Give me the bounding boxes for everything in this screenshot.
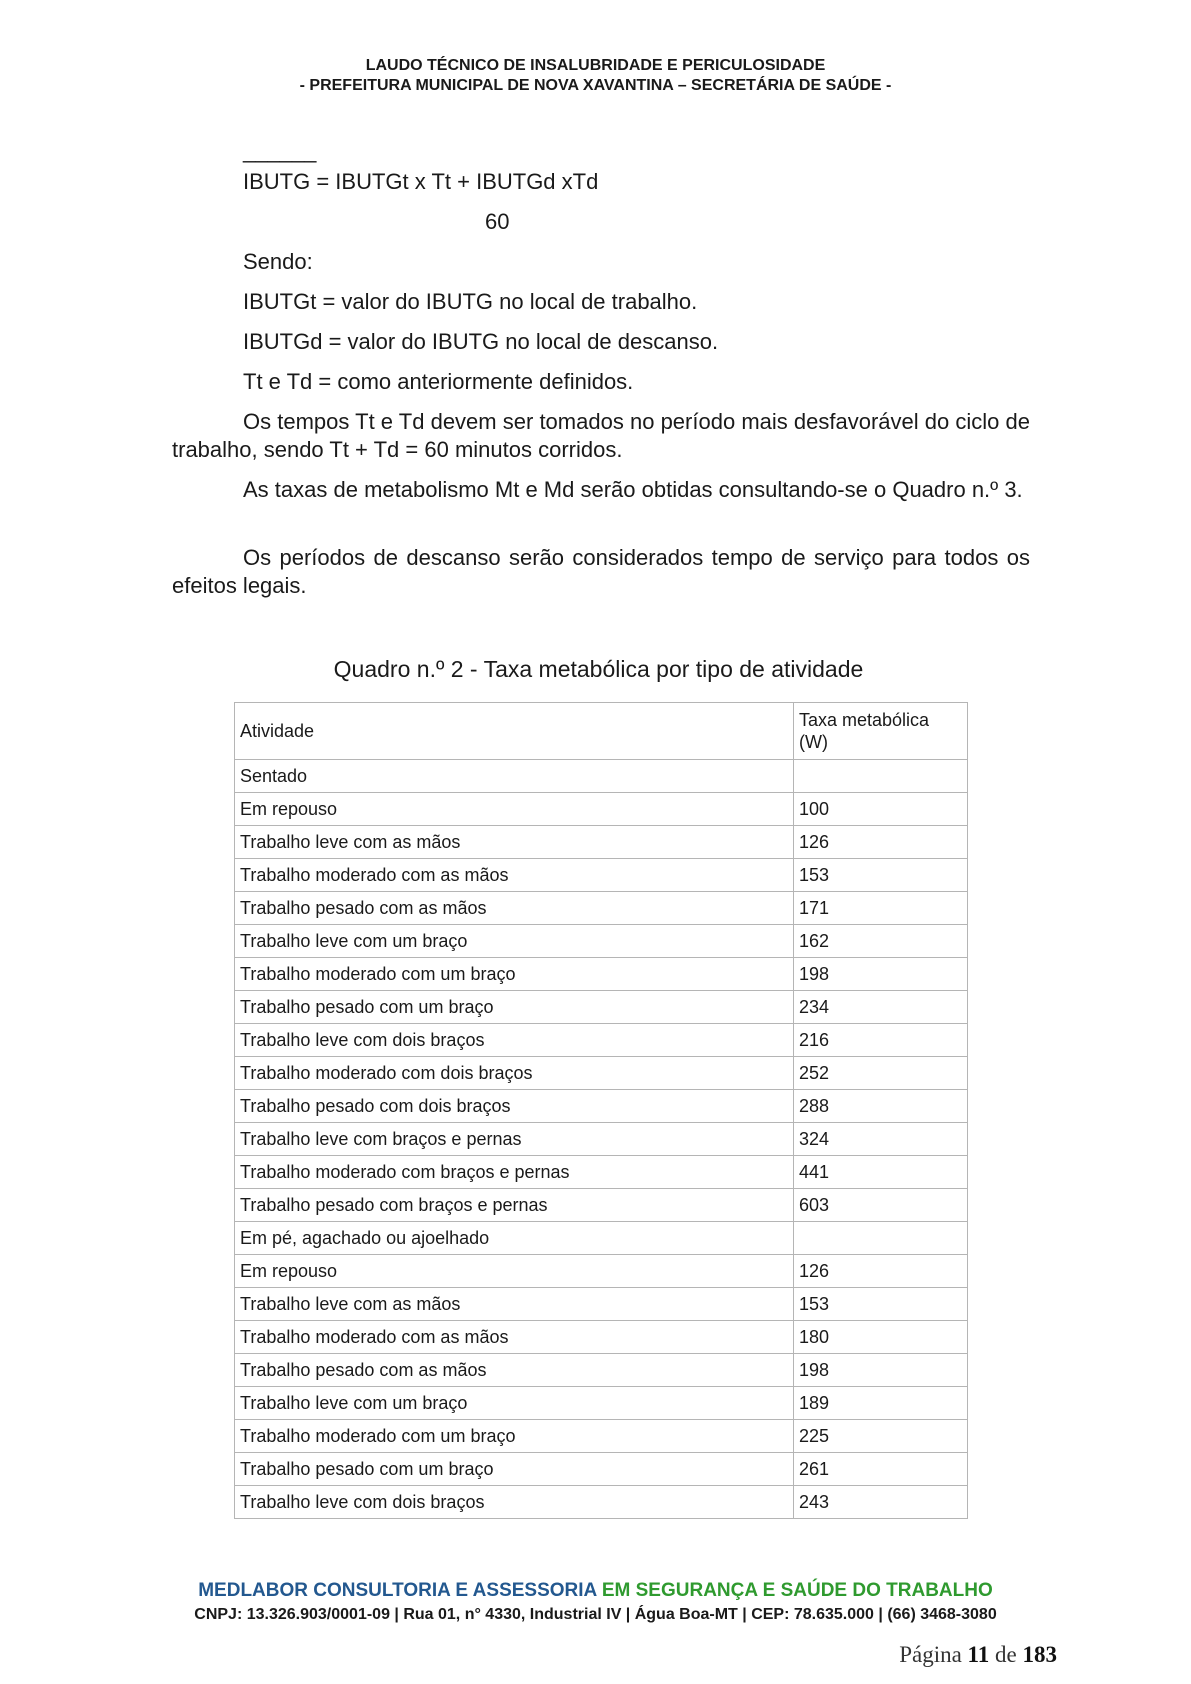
table-row xyxy=(235,892,968,925)
cell-atividade: Trabalho moderado com um braço xyxy=(235,958,794,991)
paragraph-metabolismo: As taxas de metabolismo Mt e Md serão obtidas consultando-se o Quadro n.º 3. xyxy=(243,477,1023,502)
cell-taxa: 243 xyxy=(794,1486,968,1519)
cell-taxa: 234 xyxy=(794,991,968,1024)
table-row xyxy=(235,1387,968,1420)
cell-atividade: Trabalho leve com um braço xyxy=(235,925,794,958)
cell-taxa: 198 xyxy=(794,1354,968,1387)
footer-address: CNPJ: 13.326.903/0001-09 | Rua 01, n° 4330, Industrial IV | Água Boa-MT | CEP: 78.635.000 | (66) 3468-3080 xyxy=(194,1606,997,1623)
cell-taxa: 153 xyxy=(794,859,968,892)
header-title: LAUDO TÉCNICO DE INSALUBRIDADE E PERICULOSIDADE xyxy=(365,57,826,74)
cell-atividade: Trabalho pesado com as mãos xyxy=(235,1354,794,1387)
table-row xyxy=(235,826,968,859)
cell-taxa: 162 xyxy=(794,925,968,958)
cell-taxa xyxy=(794,1222,968,1255)
cell-atividade: Trabalho moderado com dois braços xyxy=(235,1057,794,1090)
cell-taxa: 180 xyxy=(794,1321,968,1354)
cell-taxa: 126 xyxy=(794,1255,968,1288)
cell-atividade: Trabalho moderado com um braço xyxy=(235,1420,794,1453)
table-row xyxy=(235,1255,968,1288)
table-row xyxy=(235,1288,968,1321)
table-row xyxy=(235,1057,968,1090)
paragraph-tempos: Os tempos Tt e Td devem ser tomados no período mais desfavorável do ciclo de trabalho, sendo Tt + Td = 60 minutos corridos. xyxy=(172,409,1030,462)
header-subtitle: - PREFEITURA MUNICIPAL DE NOVA XAVANTINA – SECRETÁRIA DE SAÚDE - xyxy=(299,77,892,94)
cell-taxa: 252 xyxy=(794,1057,968,1090)
cell-atividade: Em repouso xyxy=(235,1255,794,1288)
cell-taxa: 216 xyxy=(794,1024,968,1057)
footer-company-name: MEDLABOR CONSULTORIA E ASSESSORIA xyxy=(198,1580,597,1601)
cell-atividade: Trabalho moderado com as mãos xyxy=(235,859,794,892)
cell-taxa: 603 xyxy=(794,1189,968,1222)
table-row xyxy=(235,991,968,1024)
column-header-atividade: Atividade xyxy=(235,703,794,760)
table-row xyxy=(235,1123,968,1156)
cell-atividade: Trabalho leve com as mãos xyxy=(235,826,794,859)
page-number: Página 11 de 183 xyxy=(899,1642,1057,1667)
cell-atividade: Em pé, agachado ou ajoelhado xyxy=(235,1222,794,1255)
definition-ibutgt: IBUTGt = valor do IBUTG no local de trabalho. xyxy=(243,289,698,314)
definition-ibutgd: IBUTGd = valor do IBUTG no local de descanso. xyxy=(243,329,719,354)
sendo-label: Sendo: xyxy=(243,249,313,274)
cell-taxa: 189 xyxy=(794,1387,968,1420)
cell-atividade: Trabalho leve com braços e pernas xyxy=(235,1123,794,1156)
metabolic-rate-table xyxy=(234,702,968,1519)
formula: IBUTG = IBUTGt x Tt + IBUTGd xTd xyxy=(243,169,599,194)
cell-atividade: Trabalho pesado com um braço xyxy=(235,1453,794,1486)
cell-atividade: Trabalho pesado com as mãos xyxy=(235,892,794,925)
cell-taxa: 261 xyxy=(794,1453,968,1486)
cell-taxa: 198 xyxy=(794,958,968,991)
cell-atividade: Em repouso xyxy=(235,793,794,826)
cell-taxa: 126 xyxy=(794,826,968,859)
table-header-row xyxy=(235,703,968,760)
table-row xyxy=(235,793,968,826)
cell-taxa xyxy=(794,760,968,793)
cell-atividade: Trabalho leve com dois braços xyxy=(235,1486,794,1519)
table-title: Quadro n.º 2 - Taxa metabólica por tipo de atividade xyxy=(333,656,864,682)
table-row xyxy=(235,1222,968,1255)
document-header xyxy=(0,56,1191,96)
cell-taxa: 324 xyxy=(794,1123,968,1156)
cell-atividade: Trabalho pesado com dois braços xyxy=(235,1090,794,1123)
cell-taxa: 288 xyxy=(794,1090,968,1123)
table-row xyxy=(235,1156,968,1189)
table-row xyxy=(235,1024,968,1057)
cell-taxa: 171 xyxy=(794,892,968,925)
footer-company xyxy=(0,1580,1191,1602)
table-row xyxy=(235,1486,968,1519)
definition-tt-td: Tt e Td = como anteriormente definidos. xyxy=(243,369,634,394)
cell-atividade: Sentado xyxy=(235,760,794,793)
table-row xyxy=(235,1189,968,1222)
table-row xyxy=(235,925,968,958)
cell-atividade: Trabalho leve com as mãos xyxy=(235,1288,794,1321)
table-row xyxy=(235,1090,968,1123)
cell-taxa: 100 xyxy=(794,793,968,826)
formula-underline: ______ xyxy=(243,138,317,163)
cell-atividade: Trabalho pesado com um braço xyxy=(235,991,794,1024)
table-row xyxy=(235,1453,968,1486)
table-row xyxy=(235,859,968,892)
table-row xyxy=(235,760,968,793)
cell-atividade: Trabalho leve com um braço xyxy=(235,1387,794,1420)
table-row xyxy=(235,1354,968,1387)
formula-denominator: 60 xyxy=(485,209,510,234)
table-row xyxy=(235,958,968,991)
footer-company-tagline: EM SEGURANÇA E SAÚDE DO TRABALHO xyxy=(601,1580,993,1601)
cell-taxa: 153 xyxy=(794,1288,968,1321)
cell-atividade: Trabalho moderado com as mãos xyxy=(235,1321,794,1354)
cell-taxa: 441 xyxy=(794,1156,968,1189)
cell-atividade: Trabalho pesado com braços e pernas xyxy=(235,1189,794,1222)
column-header-taxa: Taxa metabólica (W) xyxy=(794,703,968,760)
paragraph-descanso: Os períodos de descanso serão considerados tempo de serviço para todos os efeitos legais. xyxy=(172,545,1030,598)
table-row xyxy=(235,1420,968,1453)
cell-taxa: 225 xyxy=(794,1420,968,1453)
table-row xyxy=(235,1321,968,1354)
cell-atividade: Trabalho leve com dois braços xyxy=(235,1024,794,1057)
cell-atividade: Trabalho moderado com braços e pernas xyxy=(235,1156,794,1189)
